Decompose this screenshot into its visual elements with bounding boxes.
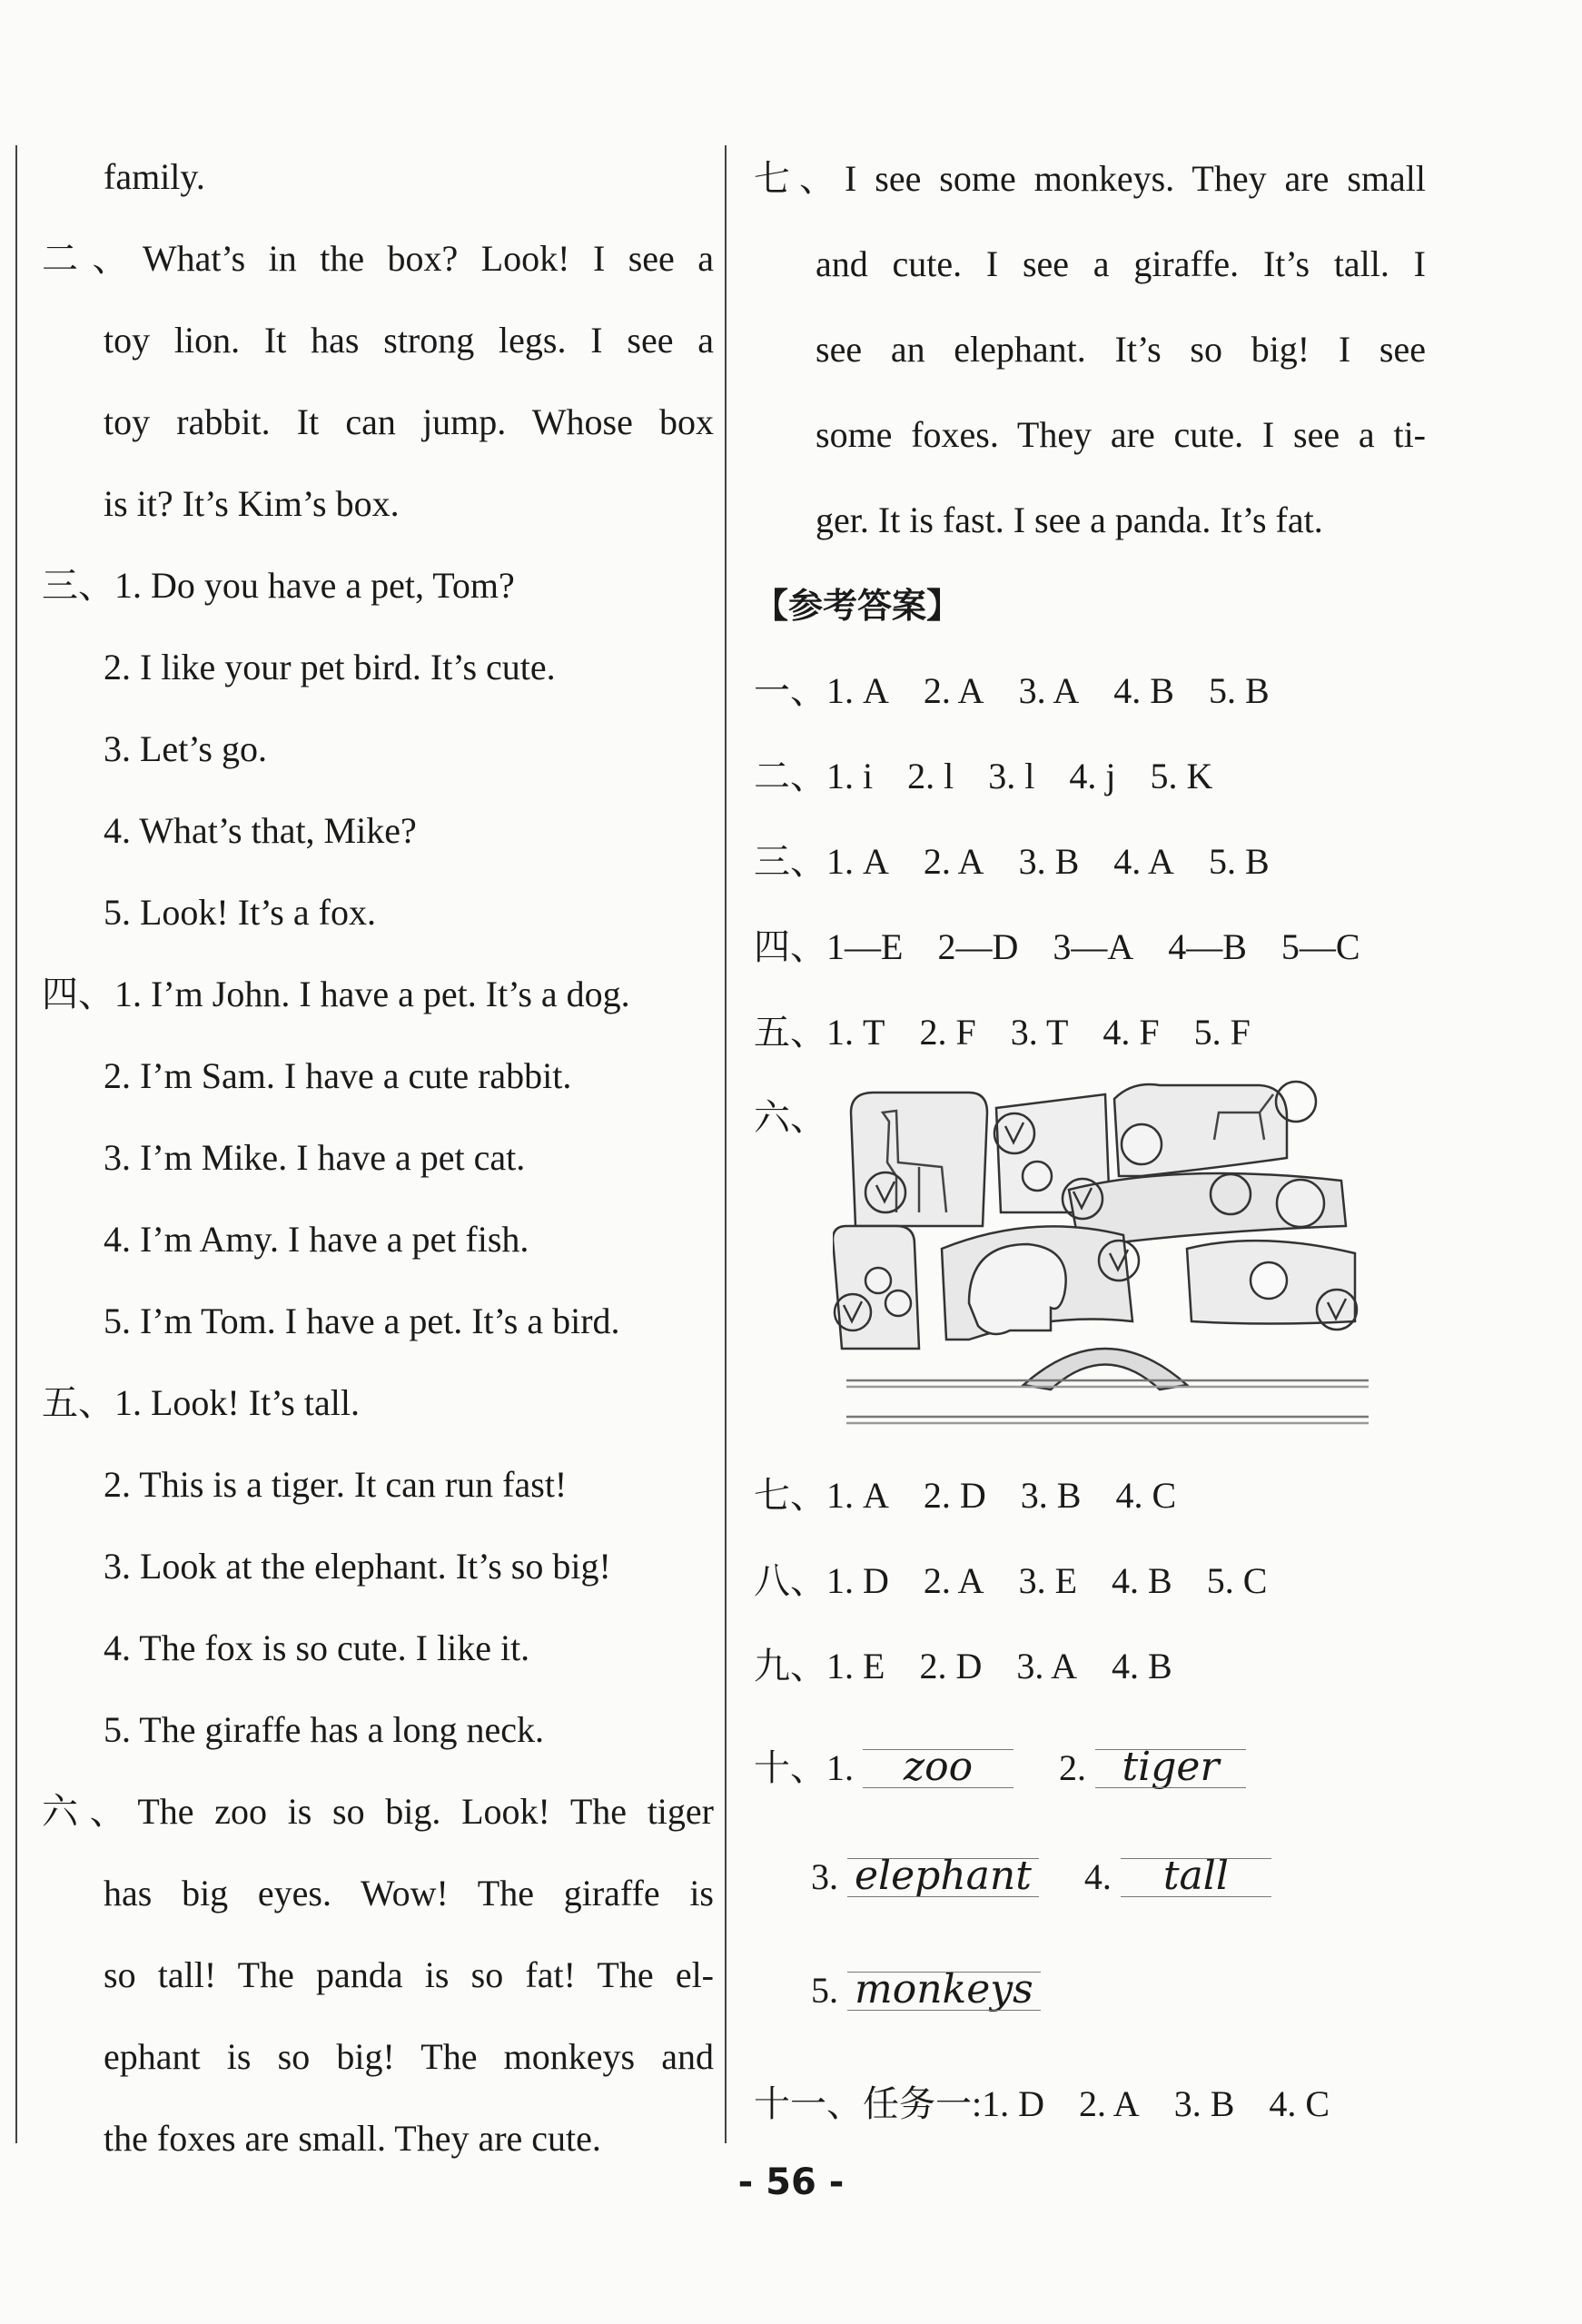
section-label: 十、: [754, 1747, 826, 1788]
text-line: 5. Look! It’s a fox.: [104, 892, 376, 933]
fox-drawing: [1023, 1162, 1052, 1191]
answer-item: 2. D: [923, 1475, 986, 1516]
text-line: 2. I like your pet bird. It’s cute.: [104, 647, 556, 687]
writing-number: 1.: [826, 1747, 854, 1788]
section-label: 十一、: [754, 2083, 863, 2124]
section-label: 三、: [754, 841, 826, 882]
answer-item: 1—E: [826, 926, 904, 967]
answer-item: 3. l: [988, 756, 1035, 796]
text-run: The zoo is so big. Look! The tiger: [137, 1791, 714, 1832]
right-column-last: [754, 2062, 1426, 2147]
answer-item: 5. B: [1208, 670, 1270, 711]
section-line: [42, 1362, 714, 1444]
answer-item: 1. A: [826, 670, 889, 711]
right-column-lower: [754, 1453, 1426, 1709]
section-label: 七、: [754, 1475, 826, 1516]
text-line: has big eyes. Wow! The giraffe is: [104, 1873, 714, 1914]
answer-item: 5. B: [1208, 841, 1270, 882]
writing-number: 2.: [1059, 1747, 1086, 1788]
answer-item: 3. B: [1020, 1475, 1082, 1516]
answer-item: 4—B: [1168, 926, 1247, 967]
answer-item: 1. D: [826, 1560, 889, 1601]
section-label: 六、: [42, 1791, 138, 1832]
answer-item: 2—D: [937, 926, 1019, 967]
tiger-drawing: [1122, 1124, 1162, 1164]
writing-number: 3.: [811, 1856, 838, 1897]
section-label: 五、: [754, 1012, 826, 1053]
answer-item: 5—C: [1280, 926, 1360, 967]
text-run: 1. I’m John. I have a pet. It’s a dog.: [114, 974, 630, 1014]
answer-item: 1. D: [982, 2083, 1045, 2124]
answer-item: 4. A: [1113, 841, 1174, 882]
section-label: 三、: [42, 565, 114, 606]
answer-item: 4. B: [1113, 670, 1174, 711]
answer-item: 4. B: [1112, 1646, 1172, 1686]
text-line: some foxes. They are cute. I see a ti-: [816, 414, 1426, 455]
section-label: 二、: [42, 238, 143, 279]
text-run: 1. Do you have a pet, Tom?: [114, 565, 515, 606]
monkey-drawing: [865, 1268, 891, 1293]
answer-row: [754, 990, 1426, 1075]
answer-row: [754, 1538, 1426, 1624]
section-label: 六、: [754, 1097, 826, 1138]
page-number: - 56 -: [737, 2161, 845, 2203]
section-line: [42, 218, 714, 300]
answer-item: 1. A: [826, 1475, 889, 1516]
text-run: What’s in the box? Look! I see a: [142, 238, 715, 279]
text-line: see an elephant. It’s so big! I see: [816, 329, 1426, 370]
text-line: 4. What’s that, Mike?: [104, 810, 417, 851]
handwritten-answer: zoo: [863, 1744, 1013, 1790]
text-line: 5. The giraffe has a long neck.: [104, 1709, 545, 1750]
answer-item: 2. A: [923, 841, 984, 882]
answer-item: 1. A: [826, 841, 889, 882]
answer-item: 2. A: [923, 670, 984, 711]
answer-item: 2. A: [923, 1560, 984, 1601]
answers-heading: 【参考答案】: [754, 586, 962, 626]
writing-number: 4.: [1083, 1856, 1112, 1897]
text-line: toy rabbit. It can jump. Whose box: [104, 401, 714, 442]
handwritten-answer: tall: [1121, 1853, 1271, 1899]
section-label: 九、: [754, 1646, 826, 1686]
section-label: 八、: [754, 1560, 826, 1601]
answer-item: 5. F: [1193, 1012, 1251, 1053]
section-label: 四、: [42, 974, 114, 1014]
answer-item: 4. C: [1269, 2083, 1330, 2124]
answer-item: 3. B: [1173, 2083, 1235, 2124]
section-line: [754, 136, 1426, 222]
elephant-drawing: [969, 1244, 1066, 1334]
text-line: the foxes are small. They are cute.: [104, 2118, 601, 2159]
answer-item: 5. K: [1150, 756, 1213, 796]
section-label: 五、: [42, 1382, 114, 1423]
answer-item: 3. B: [1018, 841, 1080, 882]
text-line: 5. I’m Tom. I have a pet. It’s a bird.: [104, 1300, 620, 1341]
task-label: 任务一:: [863, 2083, 983, 2124]
answer-item: 3. A: [1016, 1646, 1078, 1686]
left-margin-rule: [15, 145, 17, 2143]
text-line: and cute. I see a giraffe. It’s tall. I: [816, 243, 1426, 284]
section-label: 二、: [754, 756, 826, 796]
writing-row: [811, 1853, 1271, 1899]
answer-row: [754, 1453, 1426, 1538]
answer-row: [754, 819, 1426, 905]
text-run: 1. Look! It’s tall.: [114, 1382, 360, 1423]
answer-item: 3. A: [1018, 670, 1080, 711]
text-line: ger. It is fast. I see a panda. It’s fat.: [816, 499, 1323, 540]
text-line: so tall! The panda is so fat! The el-: [104, 1954, 714, 1995]
text-line: 4. The fox is so cute. I like it.: [104, 1627, 530, 1668]
answer-item: 2. l: [907, 756, 954, 796]
panda-drawing: [1251, 1262, 1287, 1299]
zoo-picture: [833, 1076, 1378, 1439]
text-line: 2. This is a tiger. It can run fast!: [104, 1464, 568, 1505]
answer-item: 4. j: [1069, 756, 1116, 796]
text-line: 4. I’m Amy. I have a pet fish.: [104, 1219, 529, 1260]
answer-item: 4. C: [1115, 1475, 1177, 1516]
text-line: ephant is so big! The monkeys and: [104, 2036, 714, 2077]
writing-row: [811, 1966, 1041, 2012]
text-run: I see some monkeys. They are small: [844, 158, 1427, 199]
text-line: 3. Look at the elephant. It’s so big!: [104, 1546, 611, 1587]
answer-item: 1. E: [826, 1646, 885, 1686]
monkey-drawing: [885, 1291, 911, 1316]
column-divider: [725, 145, 727, 2143]
text-line: family.: [104, 156, 205, 197]
answer-row: [754, 1624, 1426, 1709]
answer-item: 3—A: [1053, 926, 1134, 967]
section-label: 四、: [754, 926, 826, 967]
answer-item: 3. T: [1010, 1012, 1069, 1053]
handwritten-answer: monkeys: [847, 1966, 1041, 2012]
answer-row: [754, 734, 1426, 819]
section-label: 七、: [754, 158, 845, 199]
answer-item: 1. i: [826, 756, 874, 796]
handwritten-answer: tiger: [1095, 1744, 1246, 1790]
text-line: 2. I’m Sam. I have a cute rabbit.: [104, 1055, 572, 1096]
answer-item: 2. D: [919, 1646, 983, 1686]
section-line: [42, 954, 714, 1035]
left-column: [42, 136, 714, 2180]
answer-row: [754, 2062, 1426, 2147]
section-label: 一、: [754, 670, 826, 711]
lion-drawing: [1277, 1180, 1324, 1227]
answer-item: 4. F: [1102, 1012, 1160, 1053]
handwritten-answer: elephant: [847, 1853, 1039, 1899]
arch: [1023, 1349, 1187, 1389]
text-line: is it? It’s Kim’s box.: [104, 483, 400, 524]
answer-item: 2. F: [919, 1012, 976, 1053]
writing-number: 5.: [811, 1970, 838, 2011]
text-line: 3. I’m Mike. I have a pet cat.: [104, 1137, 526, 1178]
section-line: [42, 1771, 714, 1853]
writing-row: [754, 1739, 1246, 1791]
answer-item: 4. B: [1112, 1560, 1172, 1601]
text-line: toy lion. It has strong legs. I see a: [104, 320, 714, 361]
answer-item: 5. C: [1206, 1560, 1268, 1601]
answer-row: [754, 905, 1426, 990]
text-line: 3. Let’s go.: [104, 728, 267, 769]
section-line: [42, 545, 714, 627]
answer-item: 2. A: [1079, 2083, 1140, 2124]
right-column: [754, 136, 1426, 1161]
answer-row: [754, 648, 1426, 734]
answer-item: 3. E: [1018, 1560, 1078, 1601]
answer-item: 1. T: [826, 1012, 885, 1053]
